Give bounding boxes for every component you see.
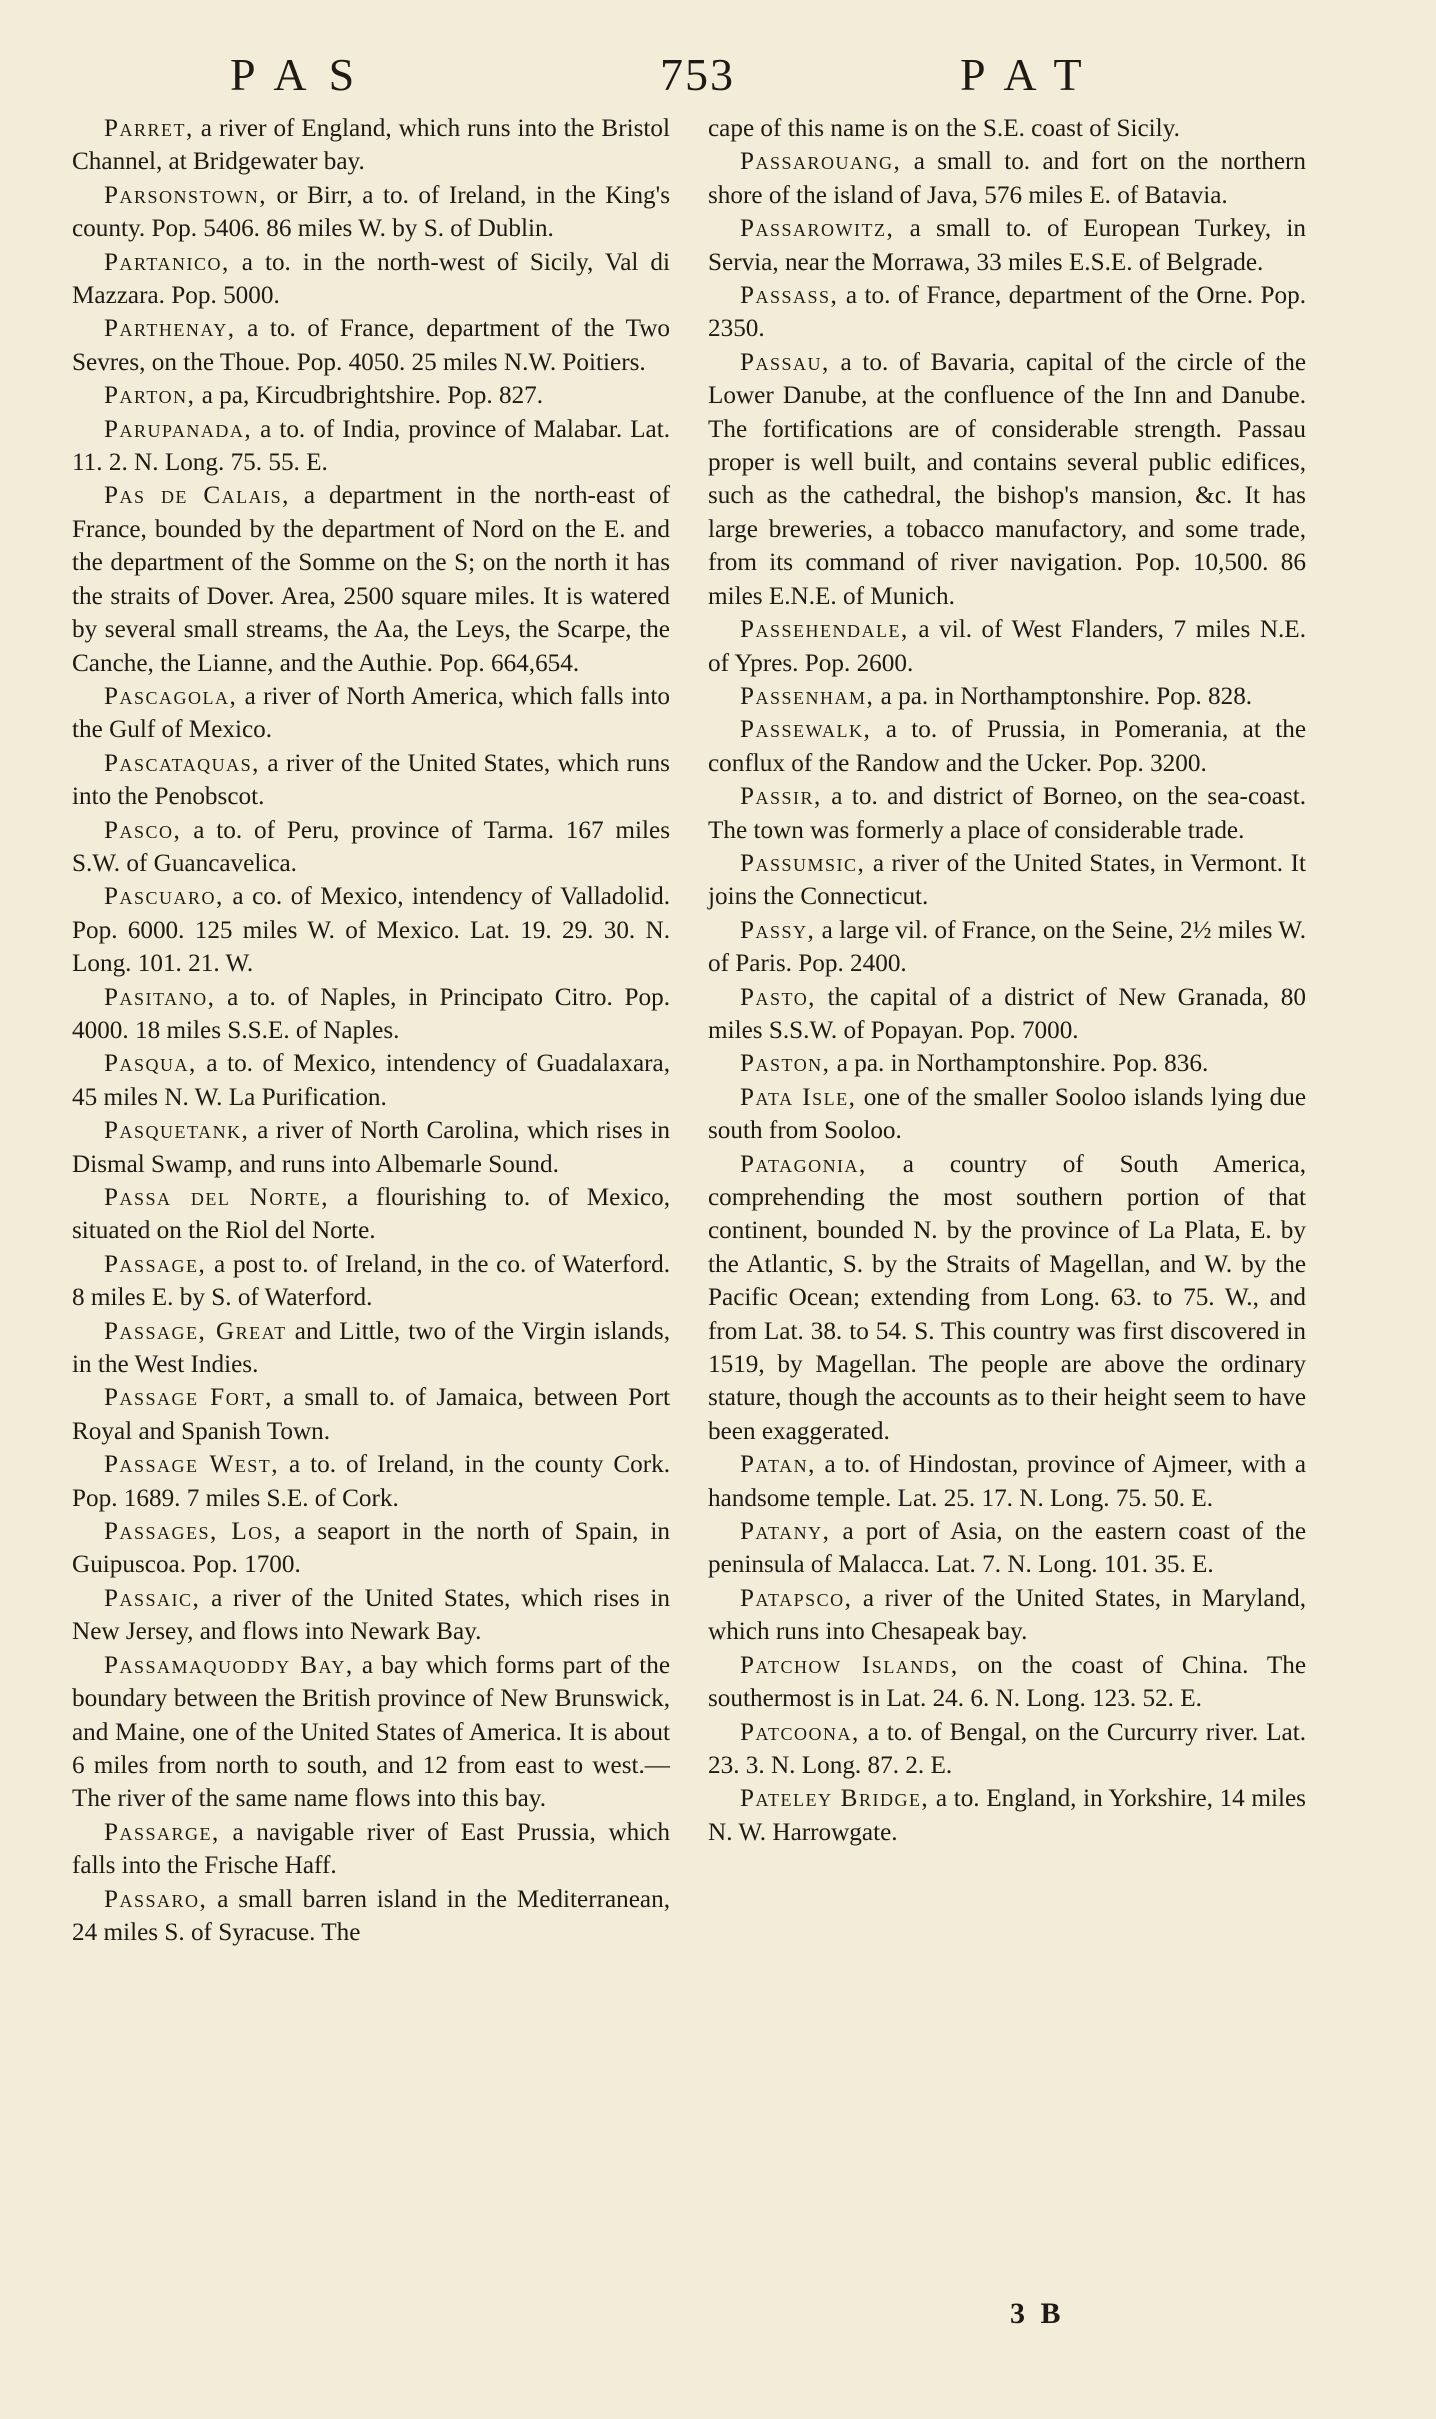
- entry-text: a river of the United States, in Vermont. It joins the Connecticut.: [708, 849, 1306, 911]
- entry-text: and Little, two of the Virgin islands, in the West Indies.: [72, 1317, 670, 1379]
- entry-text: a to. of Bengal, on the Curcurry river. Lat. 23. 3. N. Long. 87. 2. E.: [708, 1718, 1306, 1779]
- gazetteer-entry: [708, 145, 1306, 212]
- entry-headword: Passage Fort,: [104, 1384, 273, 1412]
- header-right-guideword: PAT: [960, 49, 1104, 100]
- gazetteer-entry: [708, 914, 1306, 981]
- gazetteer-entry: [708, 1582, 1306, 1649]
- entry-headword: Passa del Norte,: [104, 1184, 330, 1211]
- gazetteer-entry: [708, 1716, 1306, 1783]
- entry-headword: Parton,: [104, 382, 196, 410]
- entry-headword: Passewalk,: [740, 716, 872, 744]
- gazetteer-entry: [72, 1649, 670, 1816]
- gazetteer-entry: [72, 1248, 670, 1315]
- entry-text: a pa. in Northamptonshire. Pop. 836.: [830, 1050, 1209, 1078]
- entry-text: a co. of Mexico, intendency of Valladolid. Pop. 6000. 125 miles W. of Mexico. Lat. 19. 29. 30. N. Long. 101. 21. W.: [72, 883, 670, 978]
- entry-headword: Passumsic,: [740, 849, 866, 877]
- entry-headword: Passir,: [740, 783, 822, 811]
- entry-headword: Passenham,: [740, 682, 875, 710]
- entry-headword: Pasco,: [104, 816, 182, 844]
- gazetteer-entry: [708, 780, 1306, 847]
- entry-headword: Patagonia,: [740, 1150, 867, 1178]
- entry-text: one of the smaller Sooloo islands lying due south from Sooloo.: [708, 1083, 1306, 1145]
- entry-headword: Pasto,: [740, 983, 816, 1011]
- entry-headword: Pasquetank,: [104, 1117, 250, 1145]
- gazetteer-entry: [708, 1148, 1306, 1449]
- entry-headword: Passages, Los,: [104, 1518, 283, 1546]
- gazetteer-entry: [72, 1181, 670, 1248]
- gazetteer-entry: [72, 680, 670, 747]
- running-header: [70, 48, 1370, 108]
- entry-text: a river of North America, which falls into the Gulf of Mexico.: [72, 682, 670, 744]
- entry-headword: Passarge,: [104, 1818, 220, 1846]
- entry-text: a small to. of European Turkey, in Servia, near the Morrawa, 33 miles E.S.E. of Belgrade.: [708, 215, 1306, 276]
- entry-text: a river of North Carolina, which rises in Dismal Swamp, and runs into Albemarle Sound.: [72, 1117, 670, 1178]
- left-column: [72, 112, 670, 1949]
- entry-text: a to. of Mexico, intendency of Guadalaxara, 45 miles N. W. La Purification.: [72, 1050, 670, 1111]
- entry-headword: Passarowitz,: [740, 215, 895, 243]
- gazetteer-entry: [72, 1883, 670, 1950]
- entry-headword: Paston,: [740, 1050, 831, 1078]
- entry-headword: Pata Isle,: [740, 1083, 857, 1111]
- right-column: [708, 112, 1306, 1849]
- entry-headword: Pasitano,: [104, 983, 216, 1011]
- gazetteer-entry: [72, 1315, 670, 1382]
- entry-headword: Passau,: [740, 348, 830, 376]
- entry-headword: Passamaquoddy Bay,: [104, 1651, 354, 1679]
- gazetteer-entry: [72, 246, 670, 313]
- entry-headword: Patan,: [740, 1451, 816, 1479]
- entry-text: a to. of Peru, province of Tarma. 167 miles S.W. of Guancavelica.: [72, 816, 670, 877]
- gazetteer-entry: [72, 312, 670, 379]
- gazetteer-entry: [72, 1114, 670, 1181]
- gazetteer-entry: [708, 279, 1306, 346]
- entry-headword: Passaro,: [104, 1885, 208, 1913]
- entry-text: a small barren island in the Mediterranean, 24 miles S. of Syracuse. The: [72, 1885, 670, 1946]
- gazetteer-entry: [72, 112, 670, 179]
- gazetteer-entry: [708, 1081, 1306, 1148]
- entry-text: a to. and district of Borneo, on the sea-coast. The town was formerly a place of considerable trade.: [708, 783, 1306, 844]
- gazetteer-entry: [708, 613, 1306, 680]
- entry-text: a to. in the north-west of Sicily, Val di Mazzara. Pop. 5000.: [72, 248, 670, 310]
- entry-headword: Partanico,: [104, 248, 230, 276]
- page-number: 753: [660, 49, 735, 100]
- entry-headword: Passage, Great: [104, 1317, 287, 1345]
- gazetteer-entry: [72, 379, 670, 412]
- entry-text: a to. of India, province of Malabar. Lat. 11. 2. N. Long. 75. 55. E.: [72, 415, 670, 477]
- entry-text: a country of South America, comprehending the most southern portion of that continent, bounded N. by the province of La Plata, E. by the Atlantic, S. by the Straits of Magellan, and W. by the Pacific Ocean; extending from Long. 63. to 75. W., and from Lat. 38. to 54. S. This country was first discovered in 1519, by Magellan. The people are above the ordinary stature, though the accounts as to their height seem to have been exaggerated.: [708, 1150, 1306, 1445]
- entry-headword: Parupanada,: [104, 415, 253, 443]
- gazetteer-entry: [708, 346, 1306, 613]
- gazetteer-entry: [72, 1381, 670, 1448]
- entry-text: a to. of Naples, in Principato Citro. Pop. 4000. 18 miles S.S.E. of Naples.: [72, 983, 670, 1044]
- entry-headword: Passass,: [740, 282, 839, 310]
- entry-text: a to. of Bavaria, capital of the circle of the Lower Danube, at the confluence of the Inn and Danube. The fortifications are of considerable strength. Passau proper is well built, and contains several public edifices, such as the cathedral, the bishop's mansion, &c. It has large breweries, a tobacco manufactory, and some trade, from its command of river navigation. Pop. 10,500. 86 miles E.N.E. of Munich.: [708, 348, 1306, 610]
- gazetteer-entry: [708, 981, 1306, 1048]
- entry-headword: Pas de Calais,: [104, 482, 290, 510]
- entry-headword: Passaic,: [104, 1584, 201, 1612]
- entry-text: a small to. of Jamaica, between Port Royal and Spanish Town.: [72, 1384, 670, 1445]
- gazetteer-entry: [72, 1448, 670, 1515]
- entry-text: a river of the United States, which runs into the Penobscot.: [72, 749, 670, 811]
- gazetteer-entry: [708, 1515, 1306, 1582]
- entry-headword: Passarouang,: [740, 148, 902, 176]
- entry-text: a river of the United States, in Maryland, which runs into Chesapeak bay.: [708, 1584, 1306, 1646]
- entry-headword: Pateley Bridge,: [740, 1785, 930, 1813]
- gazetteer-entry: [72, 880, 670, 980]
- entry-headword: Pascataquas,: [104, 749, 260, 777]
- entry-headword: Patany,: [740, 1518, 831, 1546]
- entry-text: a to. of France, department of the Two Sevres, on the Thoue. Pop. 4050. 25 miles N.W. Poitiers.: [72, 315, 670, 376]
- entry-text: a to. of Prussia, in Pomerania, at the conflux of the Randow and the Ucker. Pop. 3200.: [708, 716, 1306, 777]
- entry-text: a navigable river of East Prussia, which falls into the Frische Haff.: [72, 1818, 670, 1880]
- gazetteer-entry: [708, 1782, 1306, 1849]
- entry-text: a department in the north-east of France, bounded by the department of Nord on the E. and the department of the Somme on the S; on the north it has the straits of Dover. Area, 2500 square miles. It is watered by several small streams, the Aa, the Leys, the Scarpe, the Canche, the Lianne, and the Authie. Pop. 664,654.: [72, 482, 671, 677]
- entry-text: a post to. of Ireland, in the co. of Waterford. 8 miles E. by S. of Waterford.: [72, 1250, 670, 1312]
- entry-headword: Patchow Islands,: [740, 1651, 959, 1679]
- gazetteer-entry: [708, 112, 1306, 145]
- gazetteer-entry: [708, 1649, 1306, 1716]
- entry-text: cape of this name is on the S.E. coast of Sicily.: [708, 115, 1180, 142]
- gazetteer-entry: [72, 981, 670, 1048]
- gazetteer-entry: [708, 1448, 1306, 1515]
- entry-text: a seaport in the north of Spain, in Guipuscoa. Pop. 1700.: [72, 1518, 670, 1579]
- gazetteer-entry: [72, 747, 670, 814]
- entry-headword: Parsonstown,: [104, 181, 267, 209]
- signature-mark: 3 B: [1010, 2297, 1065, 2330]
- entry-headword: Passehendale,: [740, 616, 909, 644]
- gazetteer-entry: [72, 479, 670, 679]
- gazetteer-entry: [72, 413, 670, 480]
- entry-text: a to. of Ireland, in the county Cork. Pop. 1689. 7 miles S.E. of Cork.: [72, 1451, 670, 1512]
- gazetteer-entry: [708, 847, 1306, 914]
- gazetteer-entry: [708, 680, 1306, 713]
- entry-headword: Passage West,: [104, 1451, 280, 1479]
- entry-headword: Passage,: [104, 1250, 207, 1278]
- entry-text: a port of Asia, on the eastern coast of the peninsula of Malacca. Lat. 7. N. Long. 101. 35. E.: [708, 1518, 1306, 1579]
- gazetteer-entry: [72, 1515, 670, 1582]
- gazetteer-entry: [72, 814, 670, 881]
- entry-text: a pa, Kircudbrightshire. Pop. 827.: [195, 382, 544, 410]
- gazetteer-entry: [708, 212, 1306, 279]
- entry-text: a river of England, which runs into the Bristol Channel, at Bridgewater bay.: [72, 115, 670, 176]
- entry-headword: Pasqua,: [104, 1050, 197, 1078]
- entry-headword: Parthenay,: [104, 315, 236, 343]
- entry-headword: Passy,: [740, 916, 816, 944]
- entry-text: a pa. in Northamptonshire. Pop. 828.: [874, 682, 1253, 710]
- entry-headword: Patcoona,: [740, 1718, 860, 1746]
- header-left-guideword: PAS: [230, 49, 377, 100]
- entry-headword: Patapsco,: [740, 1584, 853, 1612]
- entry-text: a flourishing to. of Mexico, situated on the Riol del Norte.: [72, 1184, 670, 1245]
- entry-text: a bay which forms part of the boundary between the British province of New Brunswick, and Maine, one of the United States of America. It is about 6 miles from north to south, and 12 from east to west.—The river of the same name flows into this bay.: [72, 1651, 670, 1813]
- entry-text: the capital of a district of New Granada, 80 miles S.S.W. of Popayan. Pop. 7000.: [708, 983, 1306, 1044]
- entry-headword: Pascuaro,: [104, 883, 224, 911]
- entry-text: a large vil. of France, on the Seine, 2½ miles W. of Paris. Pop. 2400.: [708, 916, 1306, 978]
- entry-text: a vil. of West Flanders, 7 miles N.E. of Ypres. Pop. 2600.: [708, 616, 1306, 677]
- gazetteer-entry: [72, 1582, 670, 1649]
- entry-text: or Birr, a to. of Ireland, in the King's county. Pop. 5406. 86 miles W. by S. of Dublin.: [72, 181, 670, 243]
- gazetteer-entry: [72, 1047, 670, 1114]
- entry-text: a river of the United States, which rises in New Jersey, and flows into Newark Bay.: [72, 1584, 670, 1646]
- entry-headword: Parret,: [104, 115, 194, 142]
- entry-text: a small to. and fort on the northern shore of the island of Java, 576 miles E. of Batavia.: [708, 148, 1306, 209]
- gazetteer-entry: [72, 1816, 670, 1883]
- gazetteer-entry: [708, 1047, 1306, 1080]
- gazetteer-entry: [708, 713, 1306, 780]
- entry-text: a to. of Hindostan, province of Ajmeer, with a handsome temple. Lat. 25. 17. N. Long. 75. 50. E.: [708, 1451, 1306, 1512]
- entry-text: a to. England, in Yorkshire, 14 miles N. W. Harrowgate.: [708, 1785, 1306, 1846]
- entry-headword: Pascagola,: [104, 682, 238, 710]
- entry-text: a to. of France, department of the Orne. Pop. 2350.: [708, 282, 1306, 343]
- gazetteer-entry: [72, 179, 670, 246]
- entry-text: on the coast of China. The southermost is in Lat. 24. 6. N. Long. 123. 52. E.: [708, 1651, 1307, 1713]
